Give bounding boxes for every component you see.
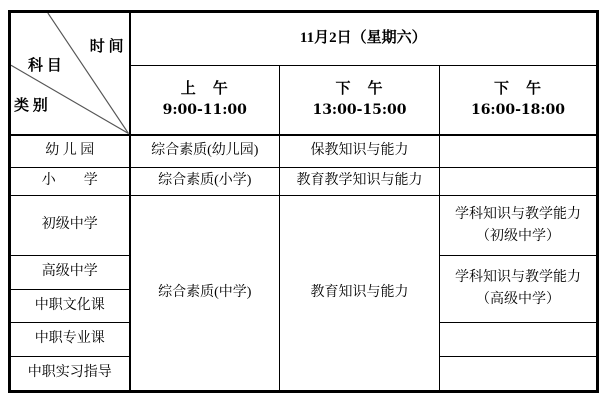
category-voc-culture: 中职文化课 xyxy=(10,290,130,323)
session-period-label: 下 午 xyxy=(335,80,384,97)
session-header-afternoon1 xyxy=(280,66,440,135)
category-voc-specialty: 中职专业课 xyxy=(10,323,130,357)
cell-junior-afternoon2 xyxy=(440,196,598,256)
session-period-label: 下 午 xyxy=(493,80,542,97)
cell-kindergarten-afternoon1: 保教知识与能力 xyxy=(280,135,440,168)
session-header-afternoon2 xyxy=(440,66,598,135)
table-row xyxy=(10,196,598,256)
session-period-label: 上 午 xyxy=(180,80,229,97)
cell-voc-internship-afternoon2-empty xyxy=(440,357,598,392)
category-senior: 高级中学 xyxy=(10,256,130,290)
category-voc-internship: 中职实习指导 xyxy=(10,357,130,392)
cell-junior-afternoon2-line1: 学科知识与教学能力 xyxy=(455,206,581,222)
corner-time-label: 时 间 xyxy=(89,39,124,55)
table-row xyxy=(10,168,598,196)
exam-schedule xyxy=(8,10,599,393)
corner-category-label: 类 别 xyxy=(14,98,48,114)
cell-kindergarten-afternoon2-empty xyxy=(440,135,598,168)
cell-middle-morning-merged: 综合素质(中学) xyxy=(130,196,280,392)
corner-header-cell xyxy=(10,12,130,135)
category-primary: 小 学 xyxy=(10,168,130,196)
exam-schedule-table xyxy=(8,10,599,393)
table-row xyxy=(10,135,598,168)
cell-voc-specialty-afternoon2-empty xyxy=(440,323,598,357)
category-junior: 初级中学 xyxy=(10,196,130,256)
cell-primary-morning: 综合素质(小学) xyxy=(130,168,280,196)
corner-subject-label: 科 目 xyxy=(28,58,62,74)
cell-senior-afternoon2-merged xyxy=(440,256,598,323)
session-header-morning xyxy=(130,66,280,135)
cell-junior-afternoon2-line2: （初级中学） xyxy=(476,228,560,244)
cell-middle-afternoon1-merged: 教育知识与能力 xyxy=(280,196,440,392)
session-time-label: 9:00-11:00 xyxy=(162,102,247,119)
session-time-label: 16:00-18:00 xyxy=(470,102,566,119)
date-header: 11月2日（星期六） xyxy=(130,12,598,66)
cell-primary-afternoon2-empty xyxy=(440,168,598,196)
session-time-label: 13:00-15:00 xyxy=(312,102,407,119)
cell-primary-afternoon1: 教育教学知识与能力 xyxy=(280,168,440,196)
category-kindergarten: 幼 儿 园 xyxy=(10,135,130,168)
cell-senior-afternoon2-line1: 学科知识与教学能力 xyxy=(455,270,581,286)
cell-kindergarten-morning: 综合素质(幼儿园) xyxy=(130,135,280,168)
cell-senior-afternoon2-line2: （高级中学） xyxy=(476,292,560,307)
